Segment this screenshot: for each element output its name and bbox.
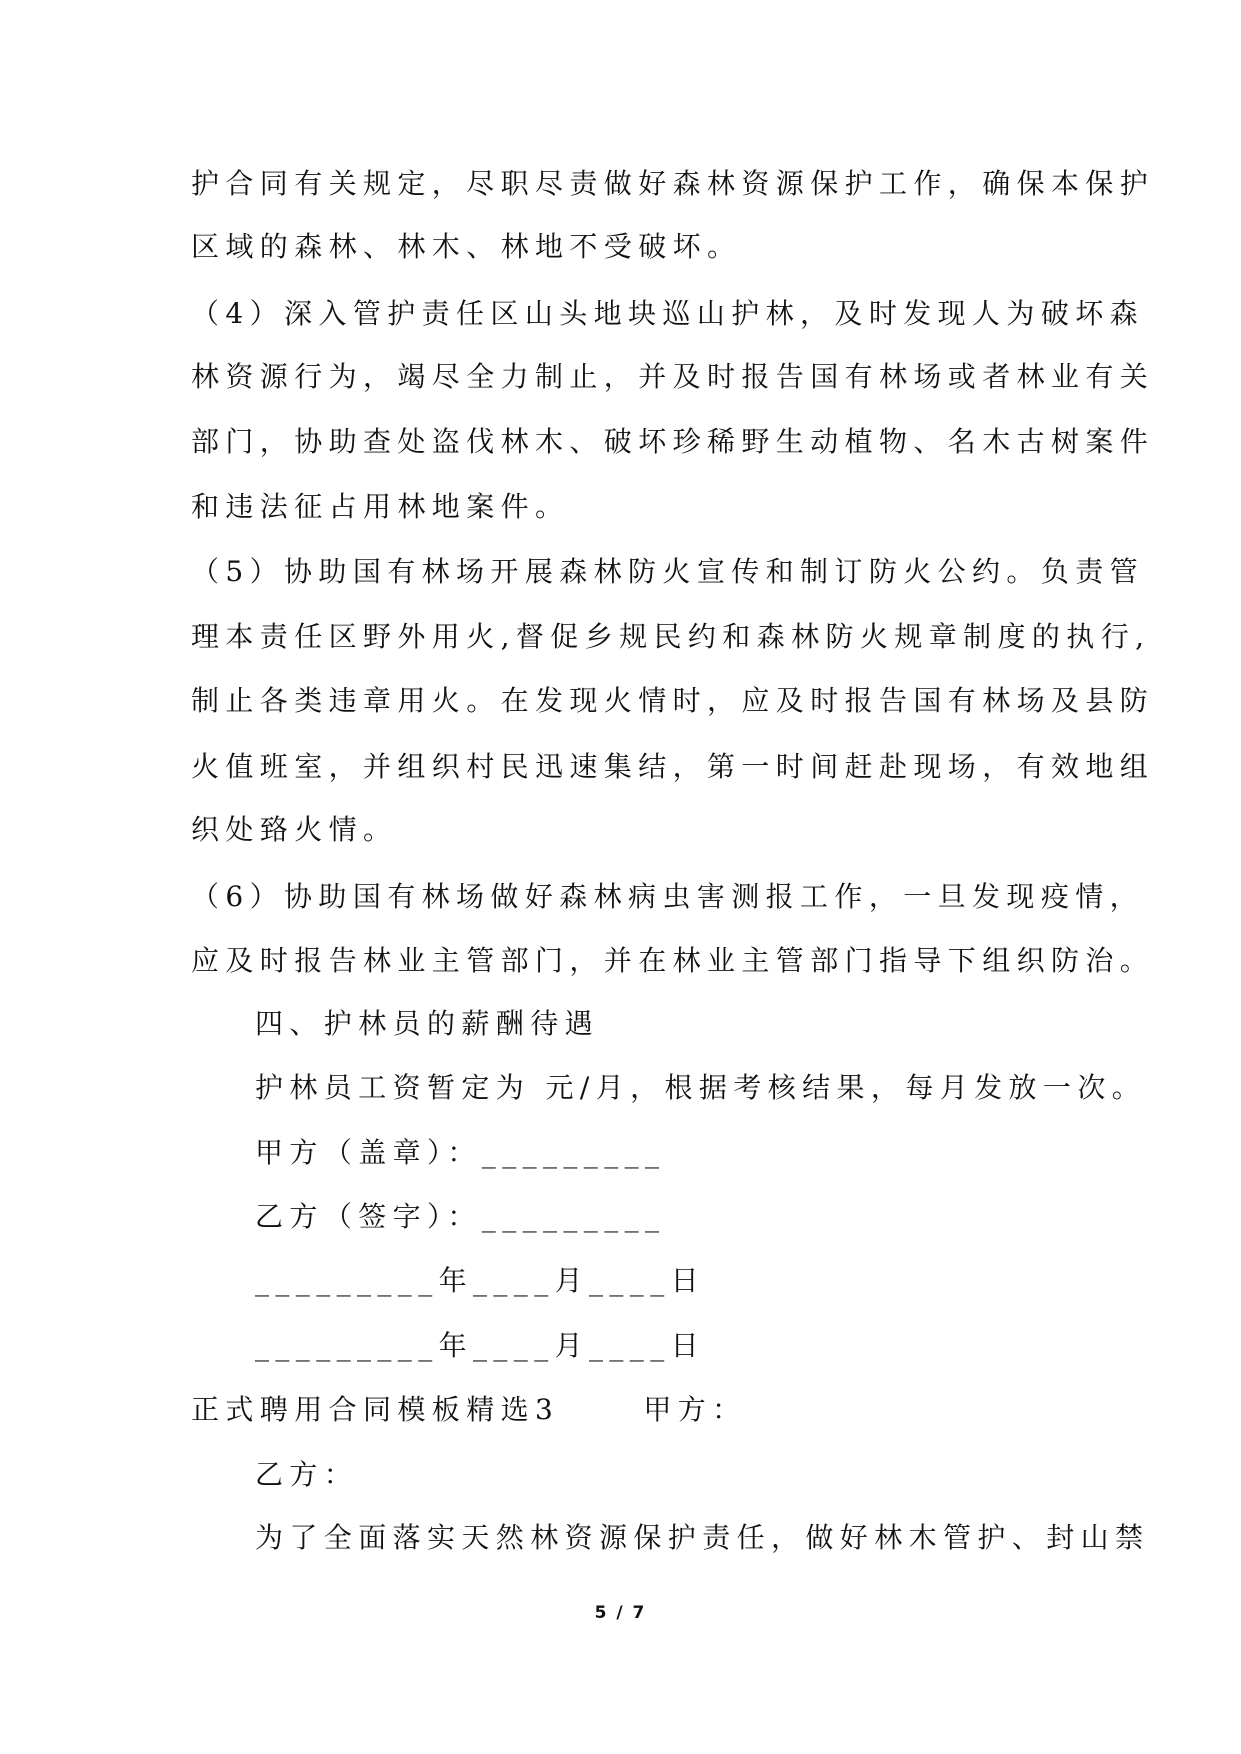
text-line: 区域的森林、林木、林地不受破坏。 — [191, 230, 742, 263]
text-line: （4）深入管护责任区山头地块巡山护林，及时发现人为破坏森 — [191, 297, 1145, 330]
date-line: _________年____月____日 — [255, 1329, 706, 1362]
text-line: 林资源行为，竭尽全力制止，并及时报告国有林场或者林业有关 — [191, 360, 1155, 393]
text-line: 应及时报告林业主管部门，并在林业主管部门指导下组织防治。 — [191, 944, 1155, 977]
contract-title-line: 正式聘用合同模板精选3 甲方： — [191, 1393, 747, 1426]
text-line: 火值班室，并组织村民迅速集结，第一时间赶赴现场，有效地组 — [191, 750, 1155, 783]
party-b-line: 乙方： — [255, 1458, 359, 1491]
signature-line-party-a: 甲方（盖章）：_________ — [255, 1136, 666, 1169]
text-line: 部门，协助查处盗伐林木、破坏珍稀野生动植物、名木古树案件 — [191, 425, 1155, 458]
text-line: 制止各类违章用火。在发现火情时，应及时报告国有林场及县防 — [191, 684, 1155, 717]
text-line: 理本责任区野外用火,督促乡规民约和森林防火规章制度的执行, — [191, 620, 1151, 653]
text-line: （6）协助国有林场做好森林病虫害测报工作，一旦发现疫情， — [191, 880, 1145, 913]
text-line: （5）协助国有林场开展森林防火宣传和制订防火公约。负责管 — [191, 555, 1145, 588]
date-line: _________年____月____日 — [255, 1264, 706, 1297]
text-line: 护林员工资暂定为 元/月，根据考核结果，每月发放一次。 — [255, 1071, 1147, 1104]
text-line: 护合同有关规定，尽职尽责做好森林资源保护工作，确保本保护 — [191, 167, 1155, 200]
text-line: 和违法征占用林地案件。 — [191, 490, 570, 523]
section-heading: 四、护林员的薪酬待遇 — [255, 1007, 600, 1040]
signature-line-party-b: 乙方（签字）：_________ — [255, 1200, 666, 1233]
page-number: 5 / 7 — [594, 1603, 647, 1623]
text-line: 为了全面落实天然林资源保护责任，做好林木管护、封山禁 — [255, 1521, 1150, 1554]
text-line: 织处臵火情。 — [191, 813, 398, 846]
